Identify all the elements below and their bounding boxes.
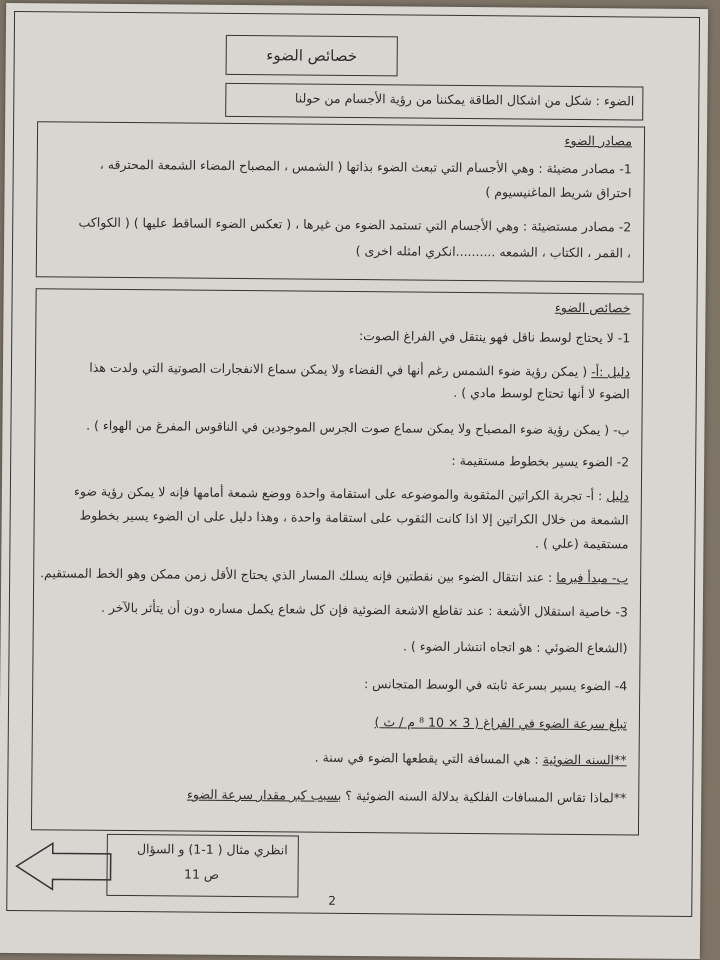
answer-text: بسبب كبر مقدار سرعة الضوء — [186, 786, 342, 803]
light-year-label: **السنه الضوئية — [542, 751, 627, 768]
light-year-text: : هي المسافة التي يقطعها الضوء في سنة . — [314, 749, 539, 767]
property-3: 3- خاصية استقلال الأشعة : عند تقاطع الاشعة الضوئية فإن كل شعاع يكمل مساره دون أن يتأثر بالآخر . — [100, 599, 628, 620]
fermat-text: : عند انتقال الضوء بين نقطتين فإنه يسلك المسار الذي يحتاج الأقل زمن ممكن وهو الخط المستقيم. — [40, 565, 553, 585]
evidence-label: دليل — [606, 488, 629, 504]
source-item-luminous-line1: 1- مصادر مضيئة : وهي الأجسام التي تبعث الضوء بذاتها ( الشمس ، المصباح المضاء الشمعة المحترقه ، — [99, 156, 632, 177]
page-number: 2 — [328, 893, 337, 908]
property-1-evidence-a-line2: الضوء لا أنها تحتاج لوسط مادي ) . — [453, 384, 630, 402]
note-line2: ص 11 — [183, 866, 220, 882]
light-year-definition — [45, 747, 627, 767]
evidence-text: ( يمكن رؤية ضوء الشمس رغم أنها في الفضاء ولا يمكن سماع الانفجارات الصوتية التي ولدت هذا — [89, 359, 588, 380]
source-item-illuminated-line2: ، القمر ، الكتاب ، الشمعه ..........انكري امثله اخرى ) — [355, 243, 632, 261]
astronomy-question — [44, 785, 626, 805]
title-box — [226, 35, 398, 76]
source-item-luminous-line2: احتراق شريط الماغنيسيوم ) — [485, 184, 632, 201]
property-2-evidence-a — [47, 483, 629, 503]
question-text: **لماذا تقاس المسافات الفلكية بدلالة السنه الضوئية ؟ — [345, 787, 627, 806]
worksheet-page — [0, 3, 708, 959]
property-2-evidence-a-line3: مستقيمة (علي ) . — [535, 535, 629, 552]
note-line1: انظري مثال ( 1-1) و السؤال — [136, 841, 288, 858]
reference-note-box — [106, 834, 299, 898]
evidence-text: : أ- تجربة الكراتين المثقوبة والموضوعه على استقامة واحدة ووضع شمعة أمامها فإنه لا يمكن رؤية ضوء — [73, 483, 603, 504]
sources-heading: مصادر الضوء — [564, 132, 633, 149]
light-definition: الضوء : شكل من اشكال الطاقة يمكننا من رؤية الأجسام من حولنا — [294, 90, 635, 109]
page-title: خصائص الضوء — [266, 46, 358, 66]
evidence-label: دليل :أ- — [591, 364, 631, 380]
fermat-label: ب- مبدأ فيرما — [556, 569, 629, 586]
left-arrow-icon — [12, 841, 112, 892]
light-properties-section — [31, 288, 644, 835]
light-sources-section — [36, 121, 645, 282]
speed-of-light: تبلغ سرعة الضوء في الفراغ ( 3 × 10 ⁸ م / ث ) — [374, 714, 627, 732]
property-2: 2- الضوء يسير بخطوط مستقيمة : — [451, 452, 630, 470]
definition-box — [225, 83, 643, 121]
light-ray-definition: (الشعاع الضوئي : هو اتجاه انتشار الضوء ) . — [402, 638, 628, 656]
properties-heading: خصائص الضوء — [554, 299, 631, 316]
fermat-principle — [40, 565, 629, 586]
property-2-evidence-a-line2: الشمعة من خلال الكراتين إلا اذا كانت الثقوب على استقامة واحدة ، وهذا دليل على ان الضوء يسير بخطوط — [79, 507, 629, 528]
property-1: 1- لا يحتاج لوسط ناقل فهو ينتقل في الفراغ الصوت: — [358, 328, 631, 346]
property-1-evidence-b: ب- ( يمكن رؤية ضوء المصباح ولا يمكن سماع صوت الجرس الموجودين في الناقوس المفرغ من الهواء ) . — [86, 417, 630, 438]
property-1-evidence-a — [48, 359, 630, 379]
property-4: 4- الضوء يسير بسرعة ثابته في الوسط المتجانس : — [363, 676, 628, 694]
source-item-illuminated-line1: 2- مصادر مستضيئة : وهي الأجسام التي تستمد الضوء من غيرها ، ( تعكس الضوء الساقط عليها ) ( الكواكب — [78, 214, 632, 235]
